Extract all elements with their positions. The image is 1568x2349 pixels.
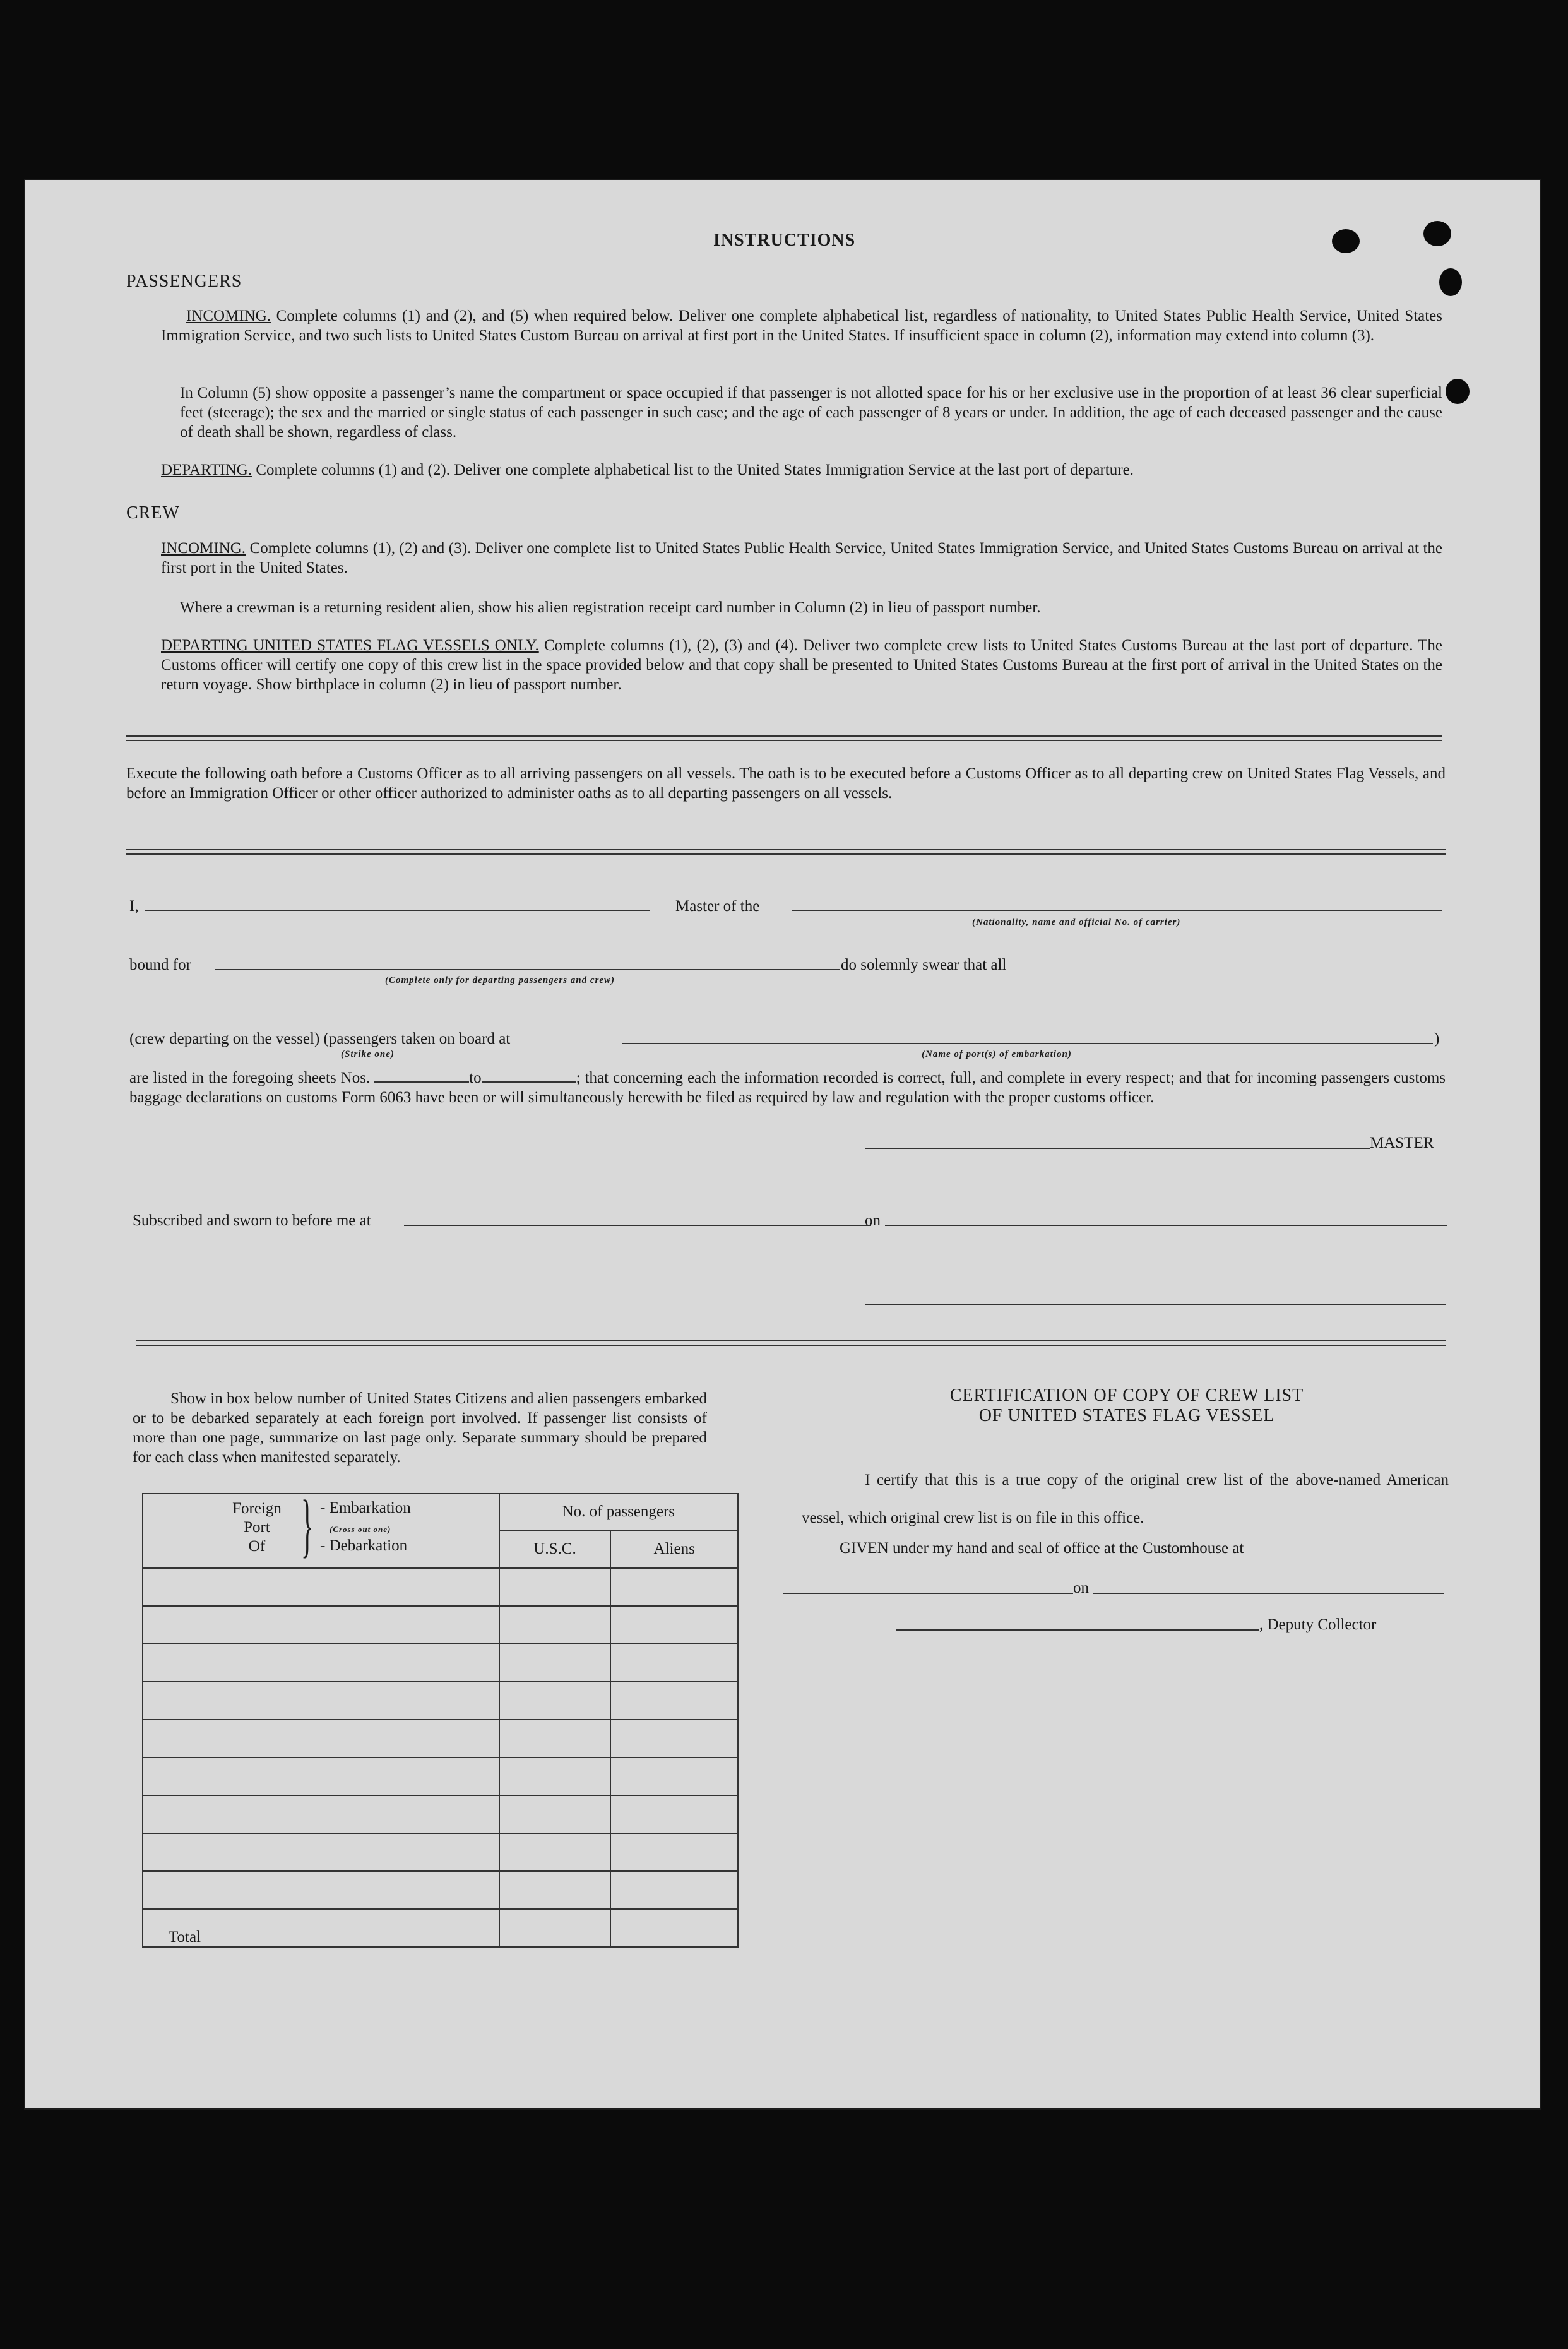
passengers-heading: PASSENGERS [126,271,242,291]
oath-i-label: I, [129,898,139,915]
form-sheet [25,180,1540,2108]
divider-1 [126,735,1442,741]
oath-master-of-the: Master of the [675,898,760,915]
port-cell[interactable] [143,1871,499,1909]
total-label: Total [143,1909,499,1947]
crew-incoming-text: Complete columns (1), (2) and (3). Deliver one complete list to United States Public Health Service, United States Immigration Service, and United States Customs Bureau on arrival at the first port in the United States. [161,540,1443,576]
table-row [143,1720,738,1757]
usc-cell[interactable] [499,1871,611,1909]
officer-signature-field[interactable] [865,1304,1446,1305]
bound-for-field[interactable] [215,969,840,970]
oath-bound-for: bound for [129,956,191,973]
usc-cell[interactable] [499,1833,611,1871]
table-row [143,1757,738,1795]
no-passengers-header: No. of passengers [499,1494,738,1530]
port-cell[interactable] [143,1568,499,1606]
crew-incoming-label: INCOMING. [161,540,246,557]
sheet-from-field[interactable] [374,1069,469,1083]
aliens-cell[interactable] [610,1795,738,1833]
crew-incoming [161,538,1442,578]
aliens-cell[interactable] [610,1833,738,1871]
table-row [143,1682,738,1720]
aliens-cell[interactable] [610,1606,738,1644]
customhouse-field[interactable] [783,1593,1073,1594]
deputy-collector-label: , Deputy Collector [1259,1616,1377,1633]
passengers-column5: In Column (5) show opposite a passenger’s name the compartment or space occupied if that passenger is not allotted space for his or her exclusive use in the proportion of at least 36 clear superficial feet (steerage); the sex and the married or single status of each passenger in such case; and the age of each passenger of 8 years or under. In addition, the age of each deceased passenger and the cause of death shall be shown, regardless of class. [180,384,1442,441]
table-row [143,1833,738,1871]
port-cell[interactable] [143,1795,499,1833]
crew-departing-text: Complete columns (1), (2), (3) and (4). Deliver two complete crew lists to United States Customs Bureau at the last port of departure. The Customs officer will certify one copy of this crew list in the space provided below and that copy shall be presented to United States Customs Bureau at the first port of arrival in the United States on the return voyage. Show birthplace in column (2) in lieu of passport number. [161,637,1443,693]
certification-given: GIVEN under my hand and seal of office at the Customhouse at [840,1540,1244,1557]
table-row [143,1871,738,1909]
oath-close-paren: ) [1434,1030,1440,1047]
crew-heading: CREW [126,503,180,523]
oath-to-label: to [469,1069,482,1086]
certification-on-label: on [1073,1579,1089,1597]
total-usc-cell[interactable] [499,1909,611,1947]
oath-listed-text: ; that concerning each the information recorded is correct, full, and complete in every respect; and that for incoming passengers customs baggage declarations on customs Form 6063 have been or will simultaneously herewith be filed as required by law and regulation with the proper customs officer. [129,1069,1446,1106]
sworn-place-field[interactable] [404,1225,871,1226]
port-cell[interactable] [143,1833,499,1871]
page-title: INSTRUCTIONS [713,230,856,250]
passenger-summary-table [142,1485,739,1948]
usc-cell[interactable] [499,1682,611,1720]
port-cell[interactable] [143,1720,499,1757]
master-signature-field[interactable] [865,1148,1370,1149]
usc-header: U.S.C. [499,1530,611,1568]
of-label: Of [248,1538,266,1555]
punch-hole-1 [1332,229,1360,253]
certification-title-line1: CERTIFICATION OF COPY OF CREW LIST [949,1386,1304,1405]
sworn-on-label: on [865,1212,881,1229]
certification-title-line2: OF UNITED STATES FLAG VESSEL [978,1406,1275,1425]
aliens-cell[interactable] [610,1682,738,1720]
oath-swear: do solemnly swear that all [841,956,1007,973]
deputy-signature-field[interactable] [896,1629,1259,1631]
usc-cell[interactable] [499,1606,611,1644]
oath-listed-prefix: are listed in the foregoing sheets Nos. [129,1069,371,1086]
aliens-cell[interactable] [610,1644,738,1682]
usc-cell[interactable] [499,1757,611,1795]
total-aliens-cell[interactable] [610,1909,738,1947]
total-row [143,1909,738,1947]
master-name-field[interactable] [145,910,650,911]
passengers-incoming-label: INCOMING. [186,307,271,324]
master-label: MASTER [1370,1134,1434,1151]
usc-cell[interactable] [499,1644,611,1682]
port-cell[interactable] [143,1757,499,1795]
debarkation-label: - Debarkation [320,1537,408,1554]
port-label: Port [244,1519,270,1536]
crew-departing [161,636,1442,694]
passengers-incoming [161,306,1442,345]
certification-title [808,1386,1446,1426]
table-row [143,1568,738,1606]
punch-hole-3 [1439,268,1462,296]
usc-cell[interactable] [499,1568,611,1606]
sheet-to-field[interactable] [482,1069,576,1083]
foreign-port-header: Foreign Port Of } - Embarkation (Cross out one) - Debarkation [143,1494,499,1568]
usc-cell[interactable] [499,1720,611,1757]
oath-listed [129,1068,1446,1107]
embarkation-label: - Embarkation [320,1499,411,1516]
subscribed-label: Subscribed and sworn to before me at [133,1212,371,1229]
table-row [143,1644,738,1682]
port-cell[interactable] [143,1682,499,1720]
crew-departing-label: DEPARTING UNITED STATES FLAG VESSELS ONLY. [161,637,539,654]
certification-text: I certify that this is a true copy of the original crew list of the above-named American vessel, which original crew list is on file in this office. [802,1472,1449,1526]
passengers-incoming-text: Complete columns (1) and (2), and (5) when required below. Deliver one complete alphabetical list, regardless of nationality, to United States Public Health Service, United States Immigration Service, and two such lists to United States Custom Bureau on arrival at first port in the United States. If insufficient space in column (2), information may extend into column (3). [161,307,1443,344]
oath-intro: Execute the following oath before a Customs Officer as to all arriving passengers on all vessels. The oath is to be executed before a Customs Officer as to all departing crew on United States Flag Vessels, and before an Immigration Officer or other officer authorized to administer oaths as to all departing passengers on all vessels. [126,765,1446,802]
divider-2 [126,849,1446,855]
aliens-cell[interactable] [610,1568,738,1606]
aliens-cell[interactable] [610,1720,738,1757]
table-row [143,1795,738,1833]
bound-caption: (Complete only for departing passengers and crew) [385,975,615,985]
aliens-cell[interactable] [610,1757,738,1795]
passengers-departing [161,460,1442,480]
oath-crew-passengers: (crew departing on the vessel) (passengers taken on board at [129,1030,511,1047]
punch-hole-4 [1446,379,1470,404]
strike-one-caption: (Strike one) [341,1049,395,1059]
crew-resident: Where a crewman is a returning resident alien, show his alien registration receipt card number in Column (2) in lieu of passport number. [180,599,1041,616]
carrier-field[interactable] [792,910,1442,911]
cross-out-caption: (Cross out one) [330,1525,391,1534]
passengers-departing-text: Complete columns (1) and (2). Deliver one complete alphabetical list to the United States Immigration Service at the last port of departure. [256,461,1134,479]
divider-3 [136,1340,1446,1346]
usc-cell[interactable] [499,1795,611,1833]
sworn-date-field[interactable] [885,1225,1447,1226]
summary-instructions: Show in box below number of United States Citizens and alien passengers embarked or to be debarked separately at each foreign port involved. If passenger list consists of more than one page, summarize on last page only. Separate summary should be prepared for each class when manifested separately. [133,1390,707,1466]
punch-hole-2 [1423,221,1451,246]
certification-date-field[interactable] [1093,1593,1444,1594]
port-embarkation-field[interactable] [622,1043,1433,1044]
aliens-cell[interactable] [610,1871,738,1909]
foreign-label: Foreign [232,1500,282,1517]
aliens-header: Aliens [610,1530,738,1568]
passengers-departing-label: DEPARTING. [161,461,252,479]
port-caption: (Name of port(s) of embarkation) [922,1049,1072,1059]
port-cell[interactable] [143,1644,499,1682]
port-cell[interactable] [143,1606,499,1644]
table-row [143,1606,738,1644]
carrier-caption: (Nationality, name and official No. of carrier) [972,917,1181,927]
